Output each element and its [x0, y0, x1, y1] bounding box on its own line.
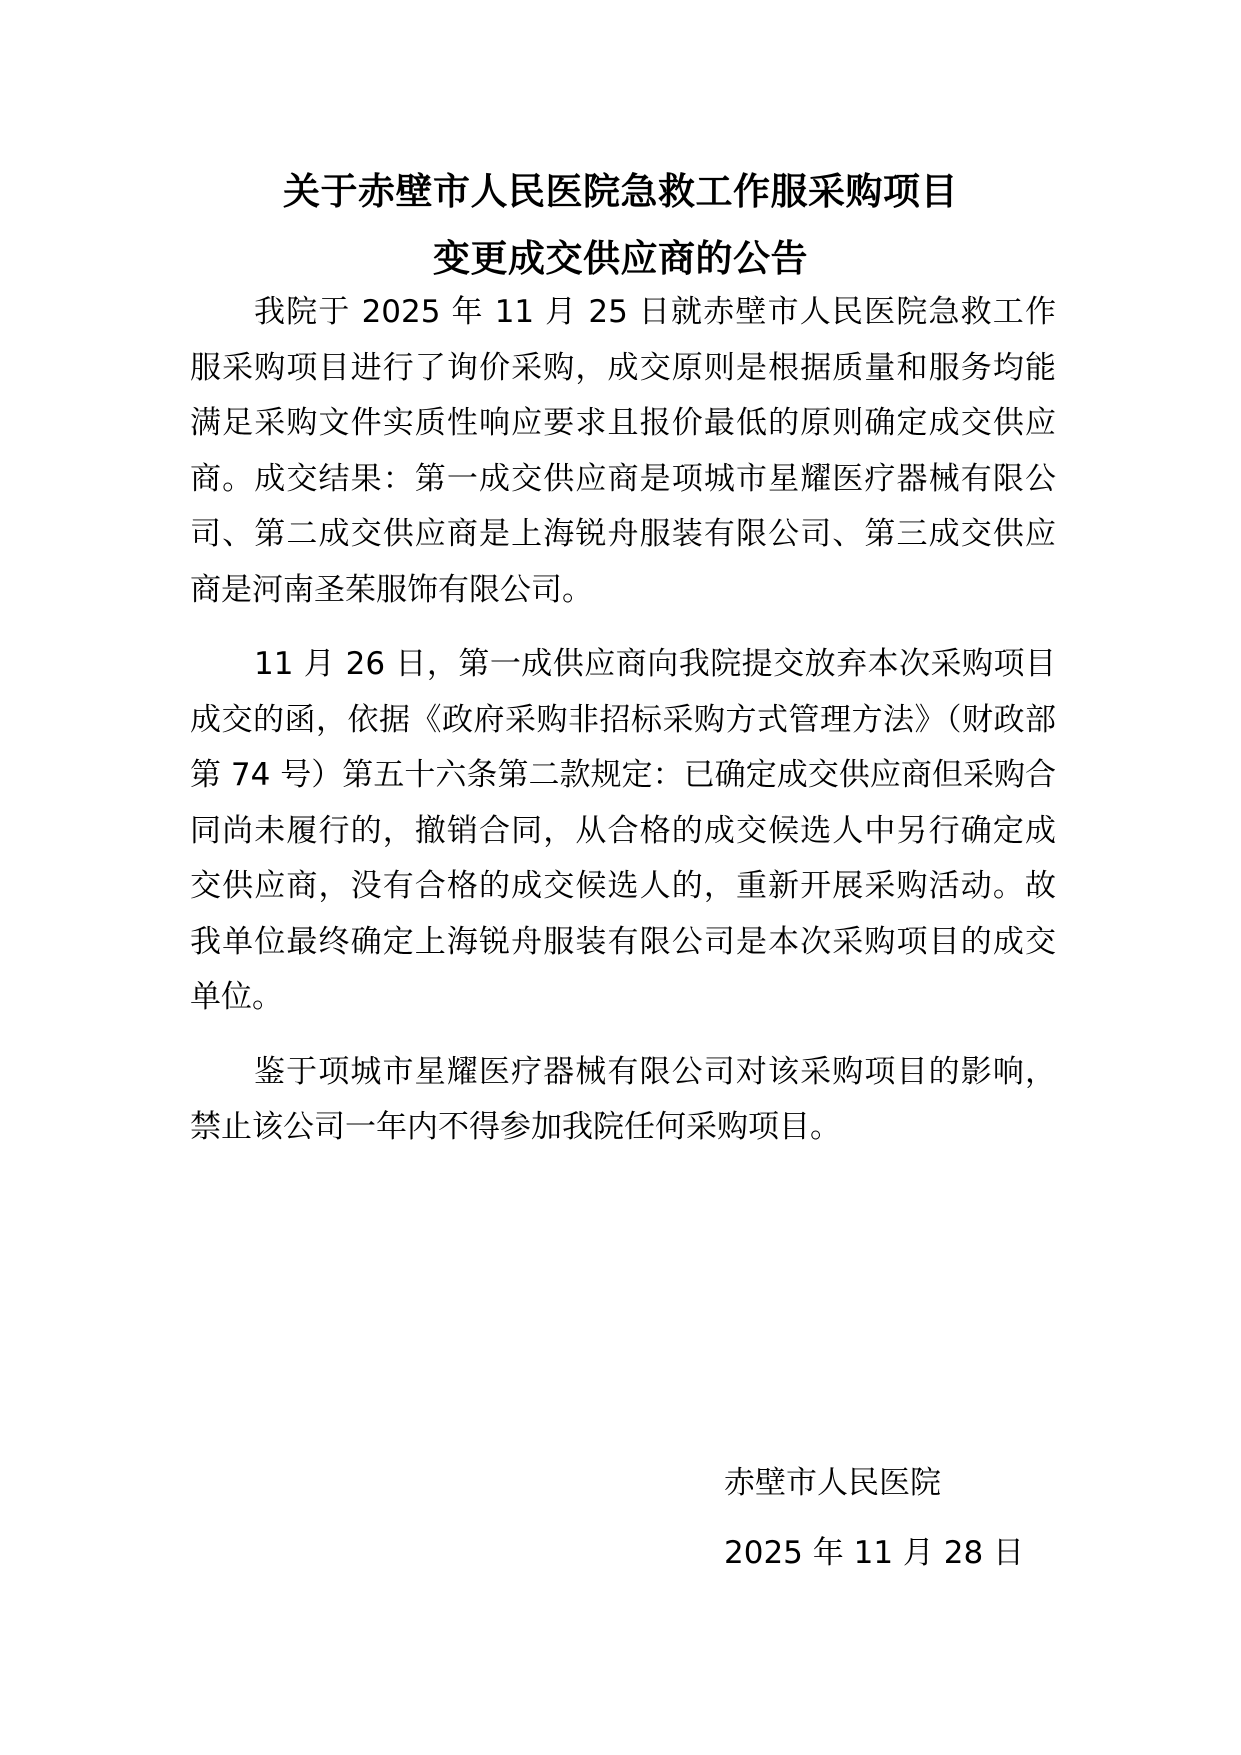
signature-organization: 赤壁市人民医院	[724, 1465, 941, 1501]
paragraph-supplier-change: 11 月 26 日，第一成供应商向我院提交放弃本次采购项目成交的函，依据《政府采购非招标采购方式管理方法》（财政部第 74 号）第五十六条第二款规定：已确定成交供应商但采购合同尚未履行的，撤销合同，从合格的成交候选人中另行确定成交供应商，没有合格的成交候选人的，重新开展采购活动。故我单位最终确定上海锐舟服装有限公司是本次采购项目的成交单位。	[190, 646, 1056, 1015]
title-line-1: 关于赤壁市人民医院急救工作服采购项目	[283, 170, 958, 213]
signature-date: 2025 年 11 月 28 日	[724, 1535, 1025, 1571]
paragraph-procurement-result: 我院于 2025 年 11 月 25 日就赤壁市人民医院急救工作服采购项目进行了询价采购，成交原则是根据质量和服务均能满足采购文件实质性响应要求且报价最低的原则确定成交供应商。成交结果：第一成交供应商是项城市星耀医疗器械有限公司、第二成交供应商是上海锐舟服装有限公司、第三成交供应商是河南圣茱服饰有限公司。	[190, 294, 1056, 608]
announcement-body	[190, 285, 1056, 1175]
paragraph-penalty: 鉴于项城市星耀医疗器械有限公司对该采购项目的影响，禁止该公司一年内不得参加我院任何采购项目。	[190, 1053, 1056, 1145]
signature-block	[724, 1448, 1024, 1588]
announcement-title	[0, 158, 1241, 292]
title-line-2: 变更成交供应商的公告	[433, 237, 808, 280]
